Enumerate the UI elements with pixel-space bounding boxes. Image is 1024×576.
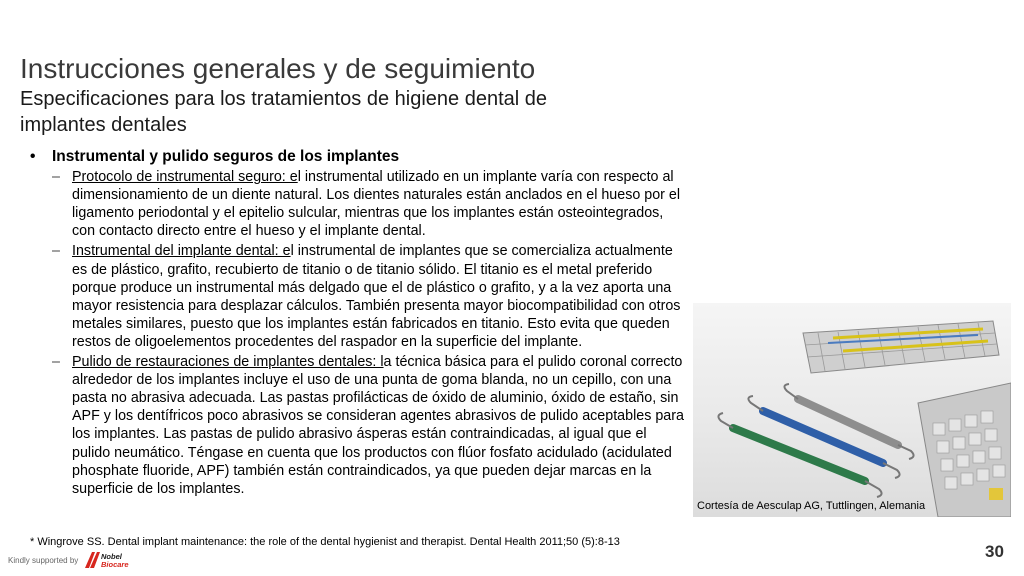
slide-title: Instrucciones generales y de seguimiento — [20, 53, 536, 84]
bullet-dot-icon: • — [30, 148, 36, 165]
nobel-biocare-logo — [84, 550, 140, 575]
logo-line-2: Biocare — [101, 560, 129, 569]
instruments-illustration-icon — [693, 303, 1011, 517]
dash-icon: – — [52, 354, 60, 371]
kindly-supported-label: Kindly supported by — [8, 556, 79, 565]
sub-item-term: Instrumental del implante dental: e — [72, 243, 291, 260]
sub-item-text: a técnica básica para el pulido coronal correcto alrededor de los implantes incluye el uso de una punta de goma blanda, no un cepillo, con una pasta no abrasiva adecuada. Las pastas profilácticas de óxido de aluminio, óxido de estaño, sin APF y los dentífricos poco abrasivos se consideran agentes abrasivos de pulido aceptables para los implantes. Las pastas de pulido abrasivo ásperas están contraindicadas, al igual que el pulido neumático. Téngase en cuenta que los productos con flúor fosfato acidulado (acidulated phosphate fluoride, APF) también están contraindicados, ya que pueden dejar marcas en la superficie de los implantes. — [72, 354, 684, 497]
sub-item-term: Protocolo de instrumental seguro: e — [72, 169, 298, 186]
slide-subtitle: Especificaciones para los tratamientos de higiene dental de implantes dentales — [20, 88, 547, 136]
footnote: * Wingrove SS. Dental implant maintenance: the role of the dental hygienist and therapist. Dental Health 2011;50 (5):8-13 — [30, 536, 620, 548]
sub-item-text: l instrumental de implantes que se comercializa actualmente es de plástico, grafito, recubierto de titanio o de titanio sólido. El titanio es el metal preferido porque produce un instrumental más delgado que el de plástico o grafito, y a la vez aporta una mayor resistencia para desplazar cálculos. También presenta mayor biocompatibilidad con otros metales similares, puesto que los implantes están fabricados en titanio. Esto evita que queden restos de oligoelementos procedentes del raspador en la superficie del implante. — [72, 243, 681, 350]
logo-line-1: Nobel — [101, 552, 122, 561]
sub-item-text: l instrumental utilizado en un implante varía con respecto al dimensionamiento de un diente natural. Los dientes naturales están anclados en el hueso por el ligamento periodontal y el epitelio sulcular, mientras que los implantes están osteointegrados, con contacto directo entre el hueso y el implante dental. — [72, 169, 681, 240]
bullet-item — [30, 148, 685, 166]
photo-caption: Cortesía de Aesculap AG, Tuttlingen, Alemania — [697, 500, 926, 512]
sub-item-body — [72, 168, 685, 240]
page-number: 30 — [985, 542, 1004, 561]
sub-item-body — [72, 353, 685, 498]
sub-item-body — [72, 242, 685, 351]
sub-item-instrumental — [52, 242, 685, 351]
dash-icon: – — [52, 169, 60, 186]
sub-item-pulido — [52, 353, 685, 498]
sub-item-term: Pulido de restauraciones de implantes dentales: l — [72, 354, 384, 371]
bullet-text: Instrumental y pulido seguros de los implantes — [52, 148, 400, 165]
sub-item-protocol — [52, 168, 685, 240]
slide-content — [30, 148, 685, 500]
dash-icon: – — [52, 243, 60, 260]
nobel-biocare-logo-icon — [84, 550, 140, 570]
dental-instruments-photo — [693, 303, 1011, 517]
